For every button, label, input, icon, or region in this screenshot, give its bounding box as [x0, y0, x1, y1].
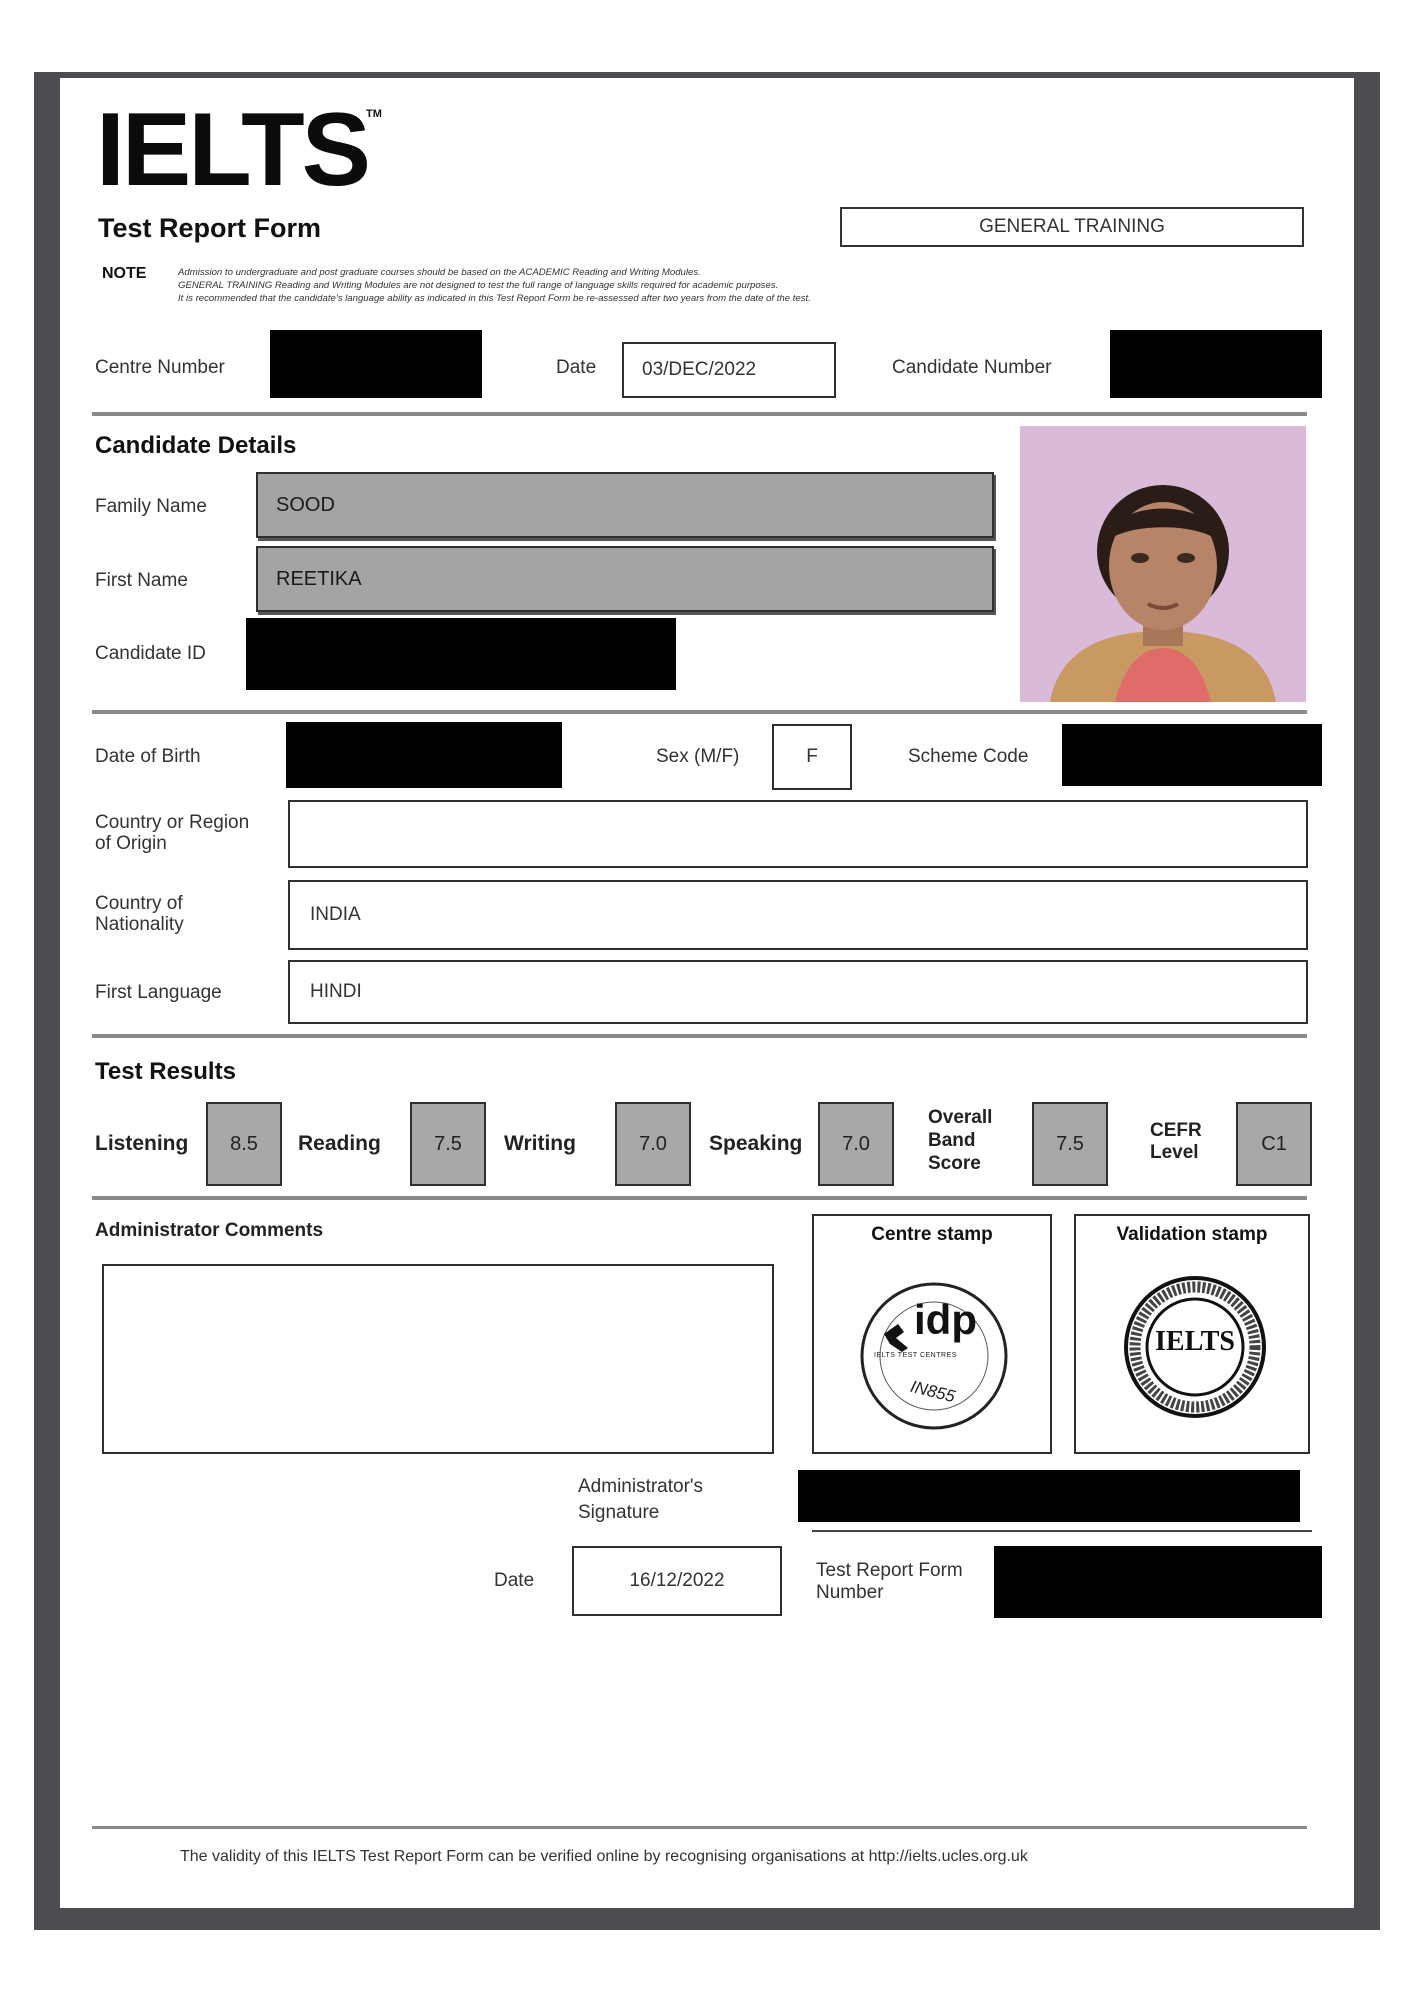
ielts-logo: IELTS: [96, 92, 368, 208]
origin-label-line-2: of Origin: [95, 833, 167, 854]
cefr-value: C1: [1261, 1132, 1287, 1155]
trademark-mark: TM: [366, 108, 382, 120]
footer-verification-text: The validity of this IELTS Test Report Form can be verified online by recognising organisations at http://ielts.ucles.org.uk: [180, 1848, 1028, 1865]
sex-value: F: [806, 746, 818, 767]
dob-label: Date of Birth: [95, 746, 201, 767]
candidate-id-label: Candidate ID: [95, 643, 206, 664]
centre-stamp-label: Centre stamp: [871, 1224, 993, 1245]
nationality-field: [288, 880, 1308, 950]
cefr-level-label: [1150, 1120, 1202, 1164]
first-name-label: First Name: [95, 570, 188, 591]
first-language-field: [288, 960, 1308, 1024]
speaking-score: [818, 1102, 894, 1186]
issue-date-value: 16/12/2022: [629, 1570, 725, 1591]
module-label: GENERAL TRAINING: [979, 216, 1165, 237]
trf-label-line-1: Test Report Form: [816, 1560, 963, 1581]
note-line-1: Admission to undergraduate and post graduate courses should be based on the ACADEMIC Reading and Writing Modules.: [178, 267, 701, 278]
centre-stamp-box: [812, 1214, 1052, 1454]
module-box: [840, 207, 1304, 247]
validation-logo-text: IELTS: [1155, 1326, 1235, 1357]
overall-band-label: [928, 1106, 992, 1175]
dob-redacted: [286, 722, 562, 788]
overall-label-line-1: Overall: [928, 1107, 993, 1128]
first-language-label: First Language: [95, 982, 222, 1003]
candidate-details-title: Candidate Details: [95, 432, 297, 459]
writing-score-value: 7.0: [639, 1132, 667, 1155]
candidate-photo: [1020, 426, 1306, 702]
portrait-image: [1020, 426, 1306, 702]
divider: [92, 412, 1307, 416]
overall-label-line-2: Band: [928, 1130, 976, 1151]
idp-centre-code: IN855: [908, 1376, 958, 1407]
listening-score: [206, 1102, 282, 1186]
signature-redacted: [798, 1470, 1300, 1522]
idp-logo-text: idp: [914, 1296, 977, 1343]
speaking-score-value: 7.0: [842, 1132, 870, 1155]
sex-field: [772, 724, 852, 790]
candidate-number-redacted: [1110, 330, 1322, 398]
sex-label: Sex (M/F): [656, 746, 740, 767]
issue-date-label: Date: [494, 1570, 535, 1591]
centre-number-redacted: [270, 330, 482, 398]
test-results-title: Test Results: [95, 1058, 236, 1085]
divider: [92, 1196, 1307, 1200]
nationality-label: [95, 893, 184, 935]
note-text: [178, 266, 811, 305]
note-label: NOTE: [102, 265, 147, 282]
footer-divider: [92, 1826, 1307, 1829]
candidate-number-label: Candidate Number: [892, 357, 1052, 378]
cefr-label-line-2: Level: [1150, 1142, 1199, 1163]
reading-label: Reading: [298, 1132, 381, 1155]
note-line-3: It is recommended that the candidate's language ability as indicated in this Test Report Form be re-assessed after two years from the date of the test.: [178, 293, 811, 304]
speaking-label: Speaking: [709, 1132, 803, 1155]
trf-number-label: [816, 1560, 963, 1604]
administrator-comments-label: Administrator Comments: [95, 1220, 324, 1241]
writing-score: [615, 1102, 691, 1186]
test-date-field: [622, 342, 836, 398]
listening-score-value: 8.5: [230, 1132, 258, 1155]
administrator-comments-field: [102, 1264, 774, 1454]
nationality-value: INDIA: [310, 904, 361, 925]
signature-label-line-2: Signature: [578, 1502, 660, 1523]
centre-number-label: Centre Number: [95, 357, 225, 378]
first-name-field: [256, 546, 994, 612]
validation-stamp-box: [1074, 1214, 1310, 1454]
divider: [92, 1034, 1307, 1038]
first-language-value: HINDI: [310, 981, 362, 1002]
cefr-level: [1236, 1102, 1312, 1186]
reading-score-value: 7.5: [434, 1132, 462, 1155]
origin-label: [95, 812, 249, 854]
reading-score: [410, 1102, 486, 1186]
signature-label-line-1: Administrator's: [578, 1476, 704, 1497]
overall-score-value: 7.5: [1056, 1132, 1084, 1155]
form-title: Test Report Form: [98, 213, 322, 243]
date-label: Date: [556, 357, 597, 378]
family-name-label: Family Name: [95, 496, 207, 517]
nationality-label-line-2: Nationality: [95, 914, 184, 935]
idp-ring-text: IELTS TEST CENTRES: [874, 1352, 957, 1359]
first-name-value: REETIKA: [276, 567, 362, 590]
validation-stamp-label: Validation stamp: [1116, 1224, 1268, 1245]
origin-field: [288, 800, 1308, 868]
origin-label-line-1: Country or Region: [95, 812, 250, 833]
scheme-code-redacted: [1062, 724, 1322, 786]
family-name-field: [256, 472, 994, 538]
cefr-label-line-1: CEFR: [1150, 1120, 1202, 1141]
scheme-code-label: Scheme Code: [908, 746, 1029, 767]
nationality-label-line-1: Country of: [95, 893, 183, 914]
signature-line: [812, 1530, 1312, 1532]
trf-number-redacted: [994, 1546, 1322, 1618]
issue-date-field: [572, 1546, 782, 1616]
test-date-value: 03/DEC/2022: [642, 359, 757, 380]
family-name-value: SOOD: [276, 493, 335, 516]
administrator-signature-label: [578, 1474, 703, 1526]
divider: [92, 710, 1307, 714]
overall-band-score: [1032, 1102, 1108, 1186]
candidate-id-redacted: [246, 618, 676, 690]
listening-label: Listening: [95, 1132, 189, 1155]
writing-label: Writing: [504, 1132, 576, 1155]
note-line-2: GENERAL TRAINING Reading and Writing Modules are not designed to test the full range of language skills required for academic purposes.: [178, 280, 779, 291]
trf-label-line-2: Number: [816, 1582, 884, 1603]
overall-label-line-3: Score: [928, 1153, 981, 1174]
